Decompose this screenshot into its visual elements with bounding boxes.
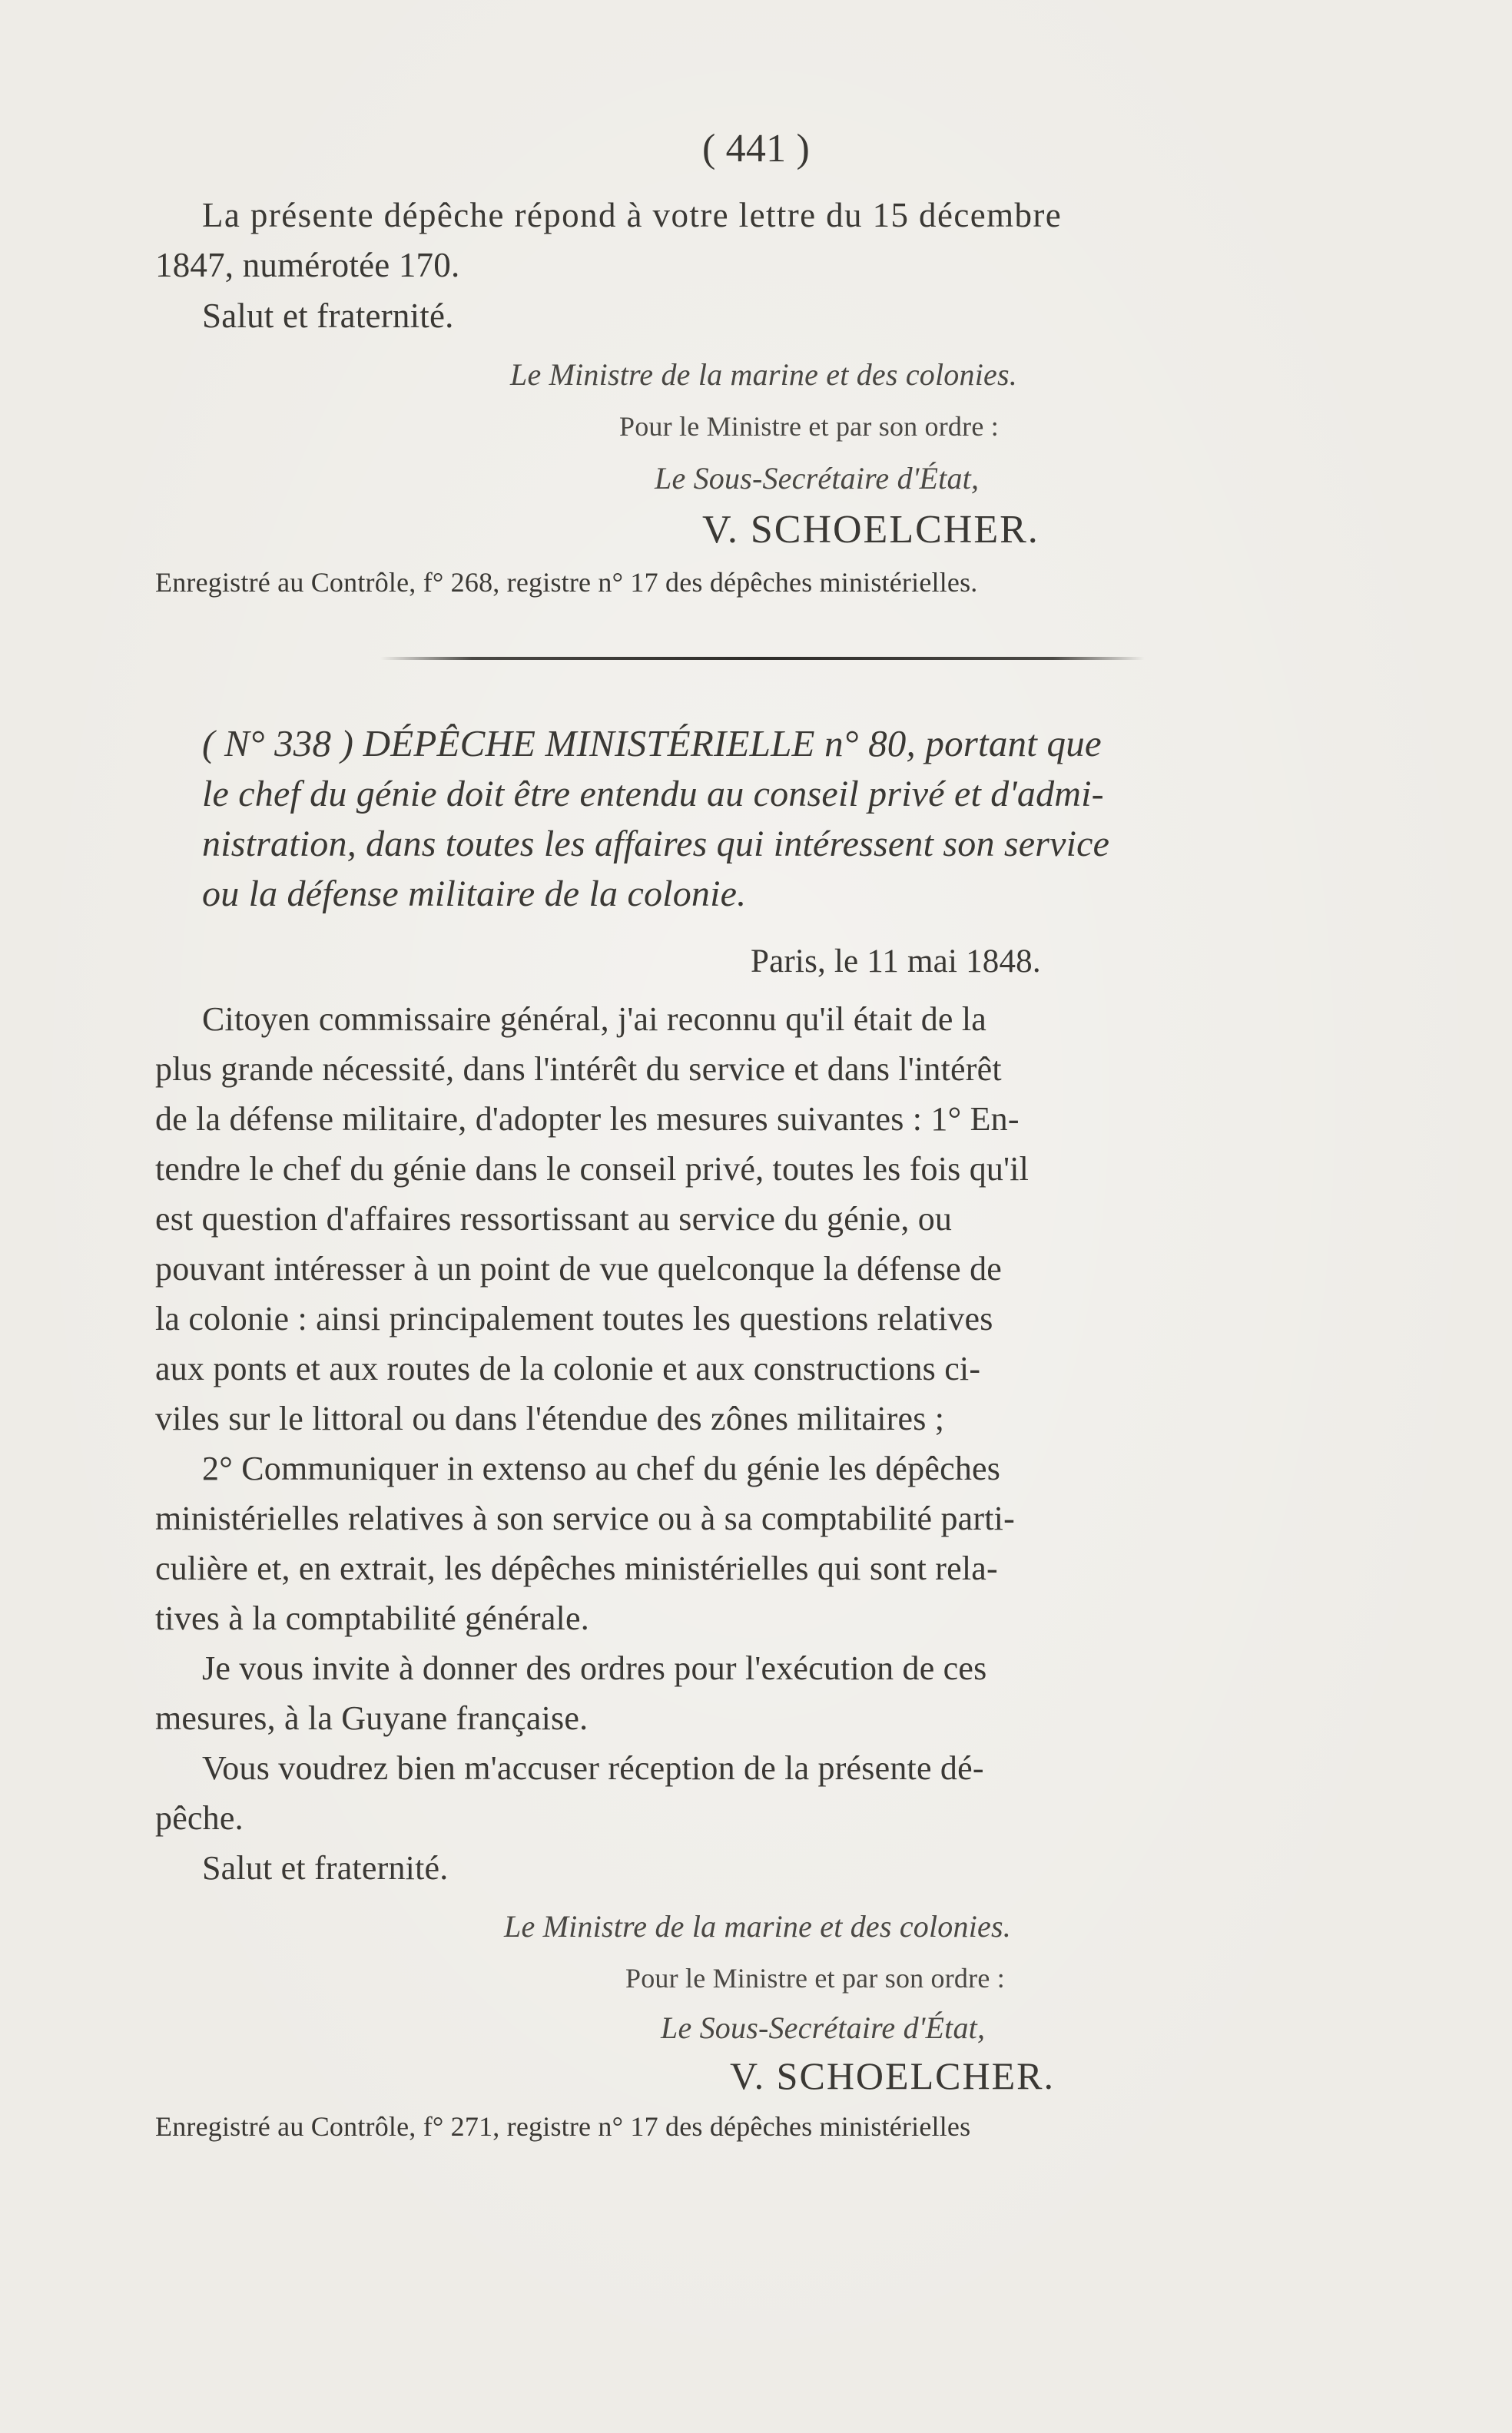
body-line-17: pêche. (155, 1799, 244, 1837)
top-signature-order: Pour le Ministre et par son ordre : (619, 411, 999, 442)
body-line-9: viles sur le littoral ou dans l'étendue des zônes militaires ; (155, 1400, 945, 1437)
dispatch-signature-order: Pour le Ministre et par son ordre : (625, 1963, 1005, 1994)
body-line-14: Je vous invite à donner des ordres pour l'exécution de ces (202, 1649, 987, 1687)
dispatch-heading-line-2: le chef du génie doit être entendu au conseil privé et d'admi- (202, 774, 1104, 814)
body-line-15: mesures, à la Guyane française. (155, 1699, 589, 1737)
dispatch-place-date: Paris, le 11 mai 1848. (751, 943, 1041, 979)
section-divider (380, 657, 1145, 660)
top-line-2: 1847, numérotée 170. (155, 246, 460, 284)
body-line-1: Citoyen commissaire général, j'ai reconnu qu'il était de la (202, 1000, 986, 1038)
body-line-8: aux ponts et aux routes de la colonie et aux constructions ci- (155, 1350, 981, 1387)
top-signature-title: Le Ministre de la marine et des colonies. (510, 357, 1017, 392)
body-line-12: culière et, en extrait, les dépêches ministérielles qui sont rela- (155, 1550, 998, 1587)
dispatch-signature-name: V. SCHOELCHER. (730, 2054, 1055, 2097)
body-line-10: 2° Communiquer in extenso au chef du génie les dépêches (202, 1450, 1001, 1487)
body-line-11: ministérielles relatives à son service ou à sa comptabilité parti- (155, 1500, 1015, 1537)
dispatch-registration: Enregistré au Contrôle, f° 271, registre n° 17 des dépêches ministérielles (155, 2111, 971, 2142)
body-line-6: pouvant intéresser à un point de vue quelconque la défense de (155, 1250, 1003, 1288)
top-signature-role: Le Sous-Secrétaire d'État, (655, 461, 980, 496)
body-line-7: la colonie : ainsi principalement toutes les questions relatives (155, 1300, 993, 1337)
body-line-13: tives à la comptabilité générale. (155, 1599, 589, 1637)
top-line-1: La présente dépêche répond à votre lettre du 15 décembre (202, 196, 1063, 234)
body-line-4: tendre le chef du génie dans le conseil privé, toutes les fois qu'il (155, 1150, 1030, 1188)
dispatch-heading-line-3: nistration, dans toutes les affaires qui intéressent son service (202, 824, 1110, 864)
body-line-16: Vous voudrez bien m'accuser réception de la présente dé- (202, 1749, 984, 1787)
page-number: ( 441 ) (701, 127, 811, 171)
top-signature-name: V. SCHOELCHER. (702, 508, 1040, 552)
dispatch-heading-line-1: ( N° 338 ) DÉPÊCHE MINISTÉRIELLE n° 80, portant que (202, 722, 1102, 764)
body-line-5: est question d'affaires ressortissant au service du génie, ou (155, 1200, 953, 1238)
body-line-2: plus grande nécessité, dans l'intérêt du service et dans l'intérêt (155, 1050, 1002, 1088)
top-registration: Enregistré au Contrôle, f° 268, registre n° 17 des dépêches ministérielles. (155, 567, 978, 598)
dispatch-signature-role: Le Sous-Secrétaire d'État, (661, 2010, 986, 2045)
dispatch-heading-line-4: ou la défense militaire de la colonie. (202, 873, 747, 914)
body-line-3: de la défense militaire, d'adopter les mesures suivantes : 1° En- (155, 1100, 1020, 1138)
top-line-3: Salut et fraternité. (202, 297, 454, 335)
dispatch-signature-title: Le Ministre de la marine et des colonies. (504, 1909, 1011, 1944)
body-line-18: Salut et fraternité. (202, 1849, 449, 1887)
